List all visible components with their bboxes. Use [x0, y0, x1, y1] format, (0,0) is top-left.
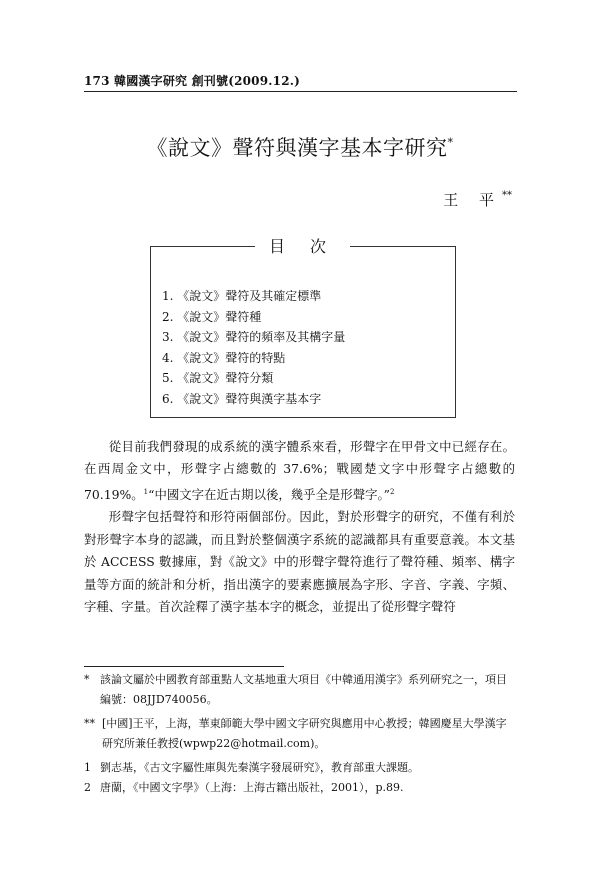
toc-item[interactable]: 2. 《說文》聲符種 — [162, 309, 262, 324]
footnote-text: [中國]王平，上海，華東師範大學中國文字研究與應用中心教授；韓國慶星大學漢字研究所兼任教授(wpwp22@hotmail.com)。 — [102, 717, 507, 750]
toc-list — [162, 286, 345, 410]
footnote-mark: ** — [84, 717, 95, 730]
author — [443, 189, 512, 210]
footnote-text: 該論文屬於中國教育部重點人文基地重大項目《中韓通用漢字》系列研究之一，項目編號：08JJD740056。 — [100, 673, 507, 706]
author-footnote-mark[interactable]: ** — [502, 190, 512, 201]
toc-item[interactable]: 6. 《說文》聲符與漢字基本字 — [162, 391, 322, 406]
footnote — [84, 714, 515, 754]
toc-item[interactable]: 1. 《說文》聲符及其確定標準 — [162, 289, 322, 303]
paragraph-1-text-a: 從目前我們發現的成系統的漢字體系來看，形聲字在甲骨文中已經存在。在西周金文中，形聲字占總數的 37.6%；戰國楚文字中形聲字占總數的 70.19%。 — [84, 439, 515, 502]
footnote-mark: 2 — [84, 781, 91, 794]
footnote-mark: * — [84, 673, 90, 686]
paragraph-1-quote: “中國文字在近古期以後，幾乎全是形聲字。” — [148, 486, 390, 502]
paragraph-2: 形聲字包括聲符和形符兩個部份。因此，對於形聲字的研究，不僅有利於對形聲字本身的認識，而且對於整個漢字系統的認識都具有重要意義。本文基於 ACCESS 數據庫，對《說文》中的形聲字聲符進行了聲符種、頻率、構字量等方面的統計和分析，指出漢字的要素應擴展為字形、字音、字義、字頻、字種、字量。首次詮釋了漢字基本字的概念，並提出了從形聲字聲符 — [84, 509, 515, 614]
author-name: 王 平 — [443, 191, 502, 209]
footnote — [84, 758, 515, 778]
toc-item[interactable]: 4. 《說文》聲符的特點 — [162, 350, 286, 365]
footnote-mark: 1 — [84, 761, 91, 774]
running-head: 173 韓國漢字研究 創刊號(2009.12.) — [84, 74, 301, 88]
footnotes — [84, 670, 515, 798]
article-title-text: 《說文》聲符與漢字基本字研究 — [146, 136, 448, 160]
footnote — [84, 670, 515, 710]
toc-item[interactable]: 5. 《說文》聲符分類 — [162, 371, 274, 386]
paragraph-1 — [84, 436, 515, 506]
footnote-text: 劉志基，《古文字屬性庫與先秦漢字發展研究》，教育部重大課題。 — [100, 761, 419, 774]
title-footnote-mark[interactable]: * — [447, 136, 454, 149]
footnote-text: 唐蘭，《中國文字學》（上海：上海古籍出版社，2001），p.89. — [100, 781, 404, 794]
footnote — [84, 778, 515, 798]
toc-item[interactable]: 3. 《說文》聲符的頻率及其構字量 — [162, 330, 346, 345]
footnote-rule — [84, 666, 284, 667]
footnote-ref-1[interactable]: 1 — [143, 487, 149, 496]
body-text — [84, 436, 515, 618]
footnote-ref-2[interactable]: 2 — [390, 487, 395, 496]
toc-heading: 目 次 — [255, 234, 350, 257]
header-rule — [84, 91, 517, 92]
article-title — [0, 132, 600, 162]
